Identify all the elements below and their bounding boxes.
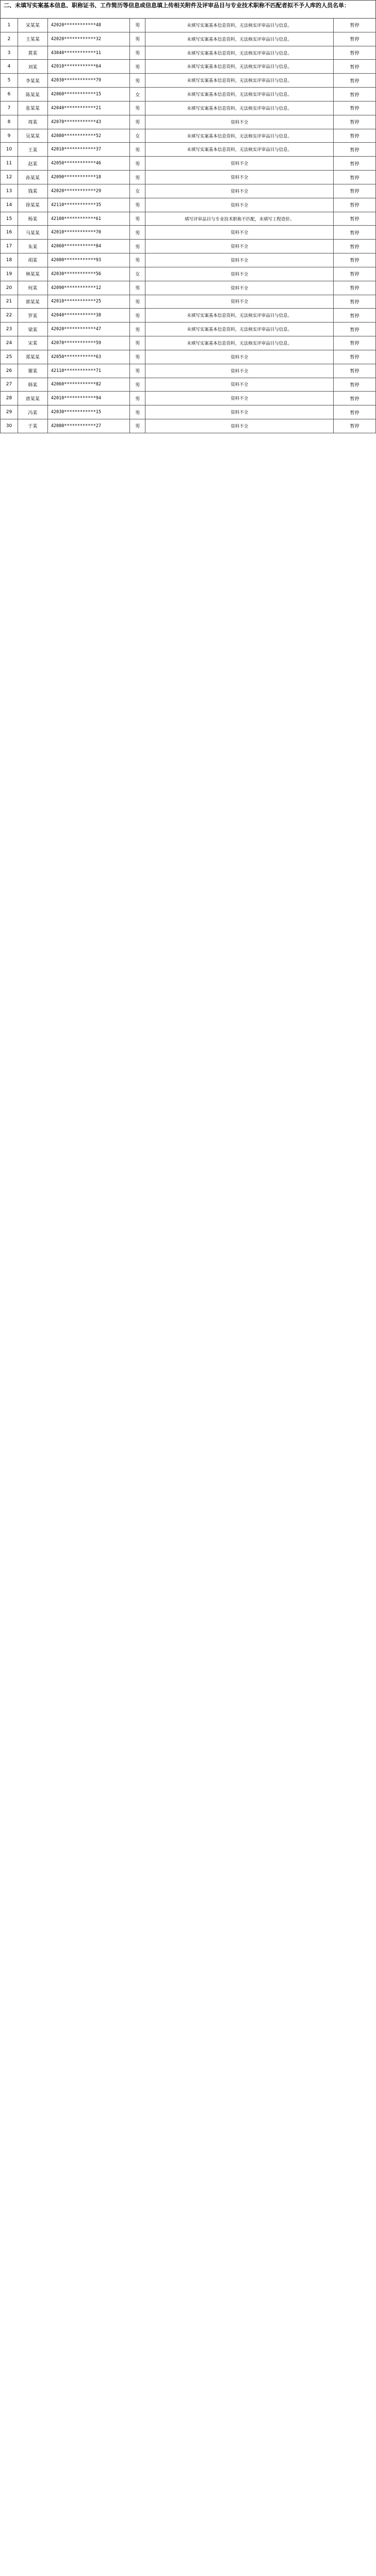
name-cell: 孙某某 [18,171,48,184]
table-row [0,240,376,253]
id-number-cell: 42050************46 [48,157,130,170]
id-number-cell: 42040************38 [48,309,130,322]
status-cell: 暂停 [350,313,359,319]
id-number-cell: 42010************64 [48,60,130,73]
gender-cell: 男 [130,309,145,322]
row-index-cell: 18 [1,253,18,267]
reason-cell: 未填写实案基本信息资料，无法核实评审品目与信息。 [145,88,334,101]
id-number-cell: 42030************15 [48,405,130,419]
status-cell: 暂停 [350,410,359,416]
status-cell: 暂停 [350,161,359,167]
reason-cell: 资料不全 [145,364,334,378]
row-index-cell: 6 [1,88,18,101]
name-cell: 唐某某 [18,392,48,405]
name-cell: 王某某 [18,32,48,46]
id-number-cell: 42110************35 [48,198,130,212]
name-cell: 刘某 [18,60,48,73]
id-number-cell: 42100************61 [48,212,130,226]
gender-cell: 男 [130,350,145,364]
id-number-cell: 42080************52 [48,129,130,143]
row-index-cell: 23 [1,323,18,336]
status-cell: 暂停 [350,106,359,112]
reason-cell: 资料不全 [145,267,334,281]
table-row [0,157,376,171]
name-cell: 林某某 [18,267,48,281]
reason-cell: 未填写实案基本信息资料，无法核实评审品目与信息。 [145,60,334,73]
row-index-cell: 2 [1,32,18,46]
id-number-cell: 42020************48 [48,19,130,32]
reason-cell: 资料不全 [145,350,334,364]
table-row [0,253,376,267]
table-row [0,405,376,419]
id-number-cell: 42020************47 [48,323,130,336]
gender-cell: 男 [130,171,145,184]
table-row [0,115,376,129]
row-index-cell: 15 [1,212,18,226]
status-cell: 暂停 [350,258,359,264]
reason-cell: 未填写实案基本信息资料，无法核实评审品目与信息。 [145,101,334,115]
name-cell: 韩某 [18,378,48,392]
gender-cell: 男 [130,226,145,239]
row-index-cell: 24 [1,336,18,350]
reason-cell: 资料不全 [145,115,334,129]
gender-cell: 男 [130,19,145,32]
status-cell: 暂停 [350,64,359,70]
reason-cell: 资料不全 [145,157,334,170]
reason-cell: 未填写实案基本信息资料，无法核实评审品目与信息。 [145,46,334,60]
reason-cell: 资料不全 [145,405,334,419]
name-cell: 郑某某 [18,350,48,364]
row-index-cell: 17 [1,240,18,253]
gender-cell: 男 [130,240,145,253]
reason-cell: 资料不全 [145,184,334,198]
name-cell: 冯某 [18,405,48,419]
gender-cell: 男 [130,336,145,350]
reason-cell: 资料不全 [145,392,334,405]
id-number-cell: 42030************79 [48,74,130,87]
name-cell: 李某某 [18,74,48,87]
reason-cell: 资料不全 [145,198,334,212]
row-index-cell: 10 [1,143,18,156]
status-cell: 暂停 [350,230,359,236]
reason-cell: 未填写实案基本信息资料，无法核实评审品目与信息。 [145,143,334,156]
table-row [0,19,376,32]
status-cell: 暂停 [350,327,359,333]
status-cell: 暂停 [350,286,359,292]
row-index-cell: 7 [1,101,18,115]
status-cell: 暂停 [350,424,359,430]
name-cell: 马某某 [18,226,48,239]
reason-cell: 未填写实案基本信息资料，无法核实评审品目与信息。 [145,32,334,46]
reason-cell: 资料不全 [145,226,334,239]
gender-cell: 男 [130,32,145,46]
name-cell: 宋某某 [18,19,48,32]
reason-cell: 资料不全 [145,378,334,392]
row-index-cell: 4 [1,60,18,73]
reason-cell: 资料不全 [145,419,334,433]
row-index-cell: 16 [1,226,18,239]
gender-cell: 男 [130,115,145,129]
id-number-cell: 43040************11 [48,46,130,60]
row-index-cell: 19 [1,267,18,281]
id-number-cell: 42020************29 [48,184,130,198]
table-row [0,295,376,309]
gender-cell: 女 [130,129,145,143]
reason-cell: 资料不全 [145,281,334,295]
name-cell: 梁某 [18,323,48,336]
gender-cell: 男 [130,253,145,267]
table-row [0,198,376,212]
personnel-table [0,19,376,433]
table-row [0,309,376,323]
status-cell: 暂停 [350,120,359,126]
table-row [0,46,376,60]
name-cell: 何某 [18,281,48,295]
name-cell: 钱某 [18,184,48,198]
id-number-cell: 42080************27 [48,419,130,433]
reason-cell: 资料不全 [145,295,334,309]
reason-cell: 未填写实案基本信息资料，无法核实评审品目与信息。 [145,19,334,32]
reason-cell: 未填写实案基本信息资料，无法核实评审品目与信息。 [145,323,334,336]
id-number-cell: 42070************59 [48,336,130,350]
name-cell: 于某 [18,419,48,433]
gender-cell: 男 [130,419,145,433]
row-index-cell: 30 [1,419,18,433]
table-row [0,267,376,281]
reason-cell: 资料不全 [145,253,334,267]
gender-cell: 男 [130,74,145,87]
id-number-cell: 42050************63 [48,350,130,364]
table-row [0,143,376,157]
status-cell: 暂停 [350,217,359,222]
gender-cell: 女 [130,88,145,101]
gender-cell: 男 [130,405,145,419]
table-row [0,323,376,336]
name-cell: 黄某 [18,46,48,60]
table-row [0,101,376,115]
reason-cell: 资料不全 [145,240,334,253]
gender-cell: 男 [130,101,145,115]
id-number-cell: 42110************71 [48,364,130,378]
row-index-cell: 27 [1,378,18,392]
gender-cell: 男 [130,364,145,378]
id-number-cell: 42060************15 [48,88,130,101]
status-cell: 暂停 [350,272,359,278]
name-cell: 胡某 [18,253,48,267]
gender-cell: 男 [130,46,145,60]
status-cell: 暂停 [350,23,359,29]
id-number-cell: 42010************94 [48,392,130,405]
status-cell: 暂停 [350,382,359,388]
table-row [0,336,376,350]
row-index-cell: 11 [1,157,18,170]
table-row [0,378,376,392]
gender-cell: 男 [130,378,145,392]
table-row [0,74,376,88]
row-index-cell: 20 [1,281,18,295]
reason-cell: 未填写实案基本信息资料，无法核实评审品目与信息。 [145,129,334,143]
status-cell: 暂停 [350,341,359,347]
gender-cell: 女 [130,184,145,198]
row-index-cell: 5 [1,74,18,87]
name-cell: 王某 [18,143,48,156]
table-row [0,212,376,226]
row-index-cell: 25 [1,350,18,364]
id-number-cell: 42010************25 [48,295,130,309]
name-cell: 张某某 [18,101,48,115]
row-index-cell: 21 [1,295,18,309]
reason-cell: 填写评审品目与专业技术职称不匹配，未填写工程造价。 [145,212,334,226]
table-row [0,129,376,143]
table-row [0,88,376,101]
status-cell: 暂停 [350,299,359,305]
reason-cell: 未填写实案基本信息资料，无法核实评审品目与信息。 [145,336,334,350]
id-number-cell: 42070************43 [48,115,130,129]
status-cell: 暂停 [350,355,359,361]
row-index-cell: 14 [1,198,18,212]
table-row [0,60,376,74]
id-number-cell: 42060************84 [48,240,130,253]
gender-cell: 男 [130,323,145,336]
gender-cell: 男 [130,212,145,226]
reason-cell: 未填写实案基本信息资料，无法核实评审品目与信息。 [145,74,334,87]
id-number-cell: 42020************32 [48,32,130,46]
table-row [0,364,376,378]
table-row [0,350,376,364]
table-row [0,184,376,198]
row-index-cell: 29 [1,405,18,419]
reason-cell: 未填写实案基本信息资料，无法核实评审品目与信息。 [145,309,334,322]
status-cell: 暂停 [350,189,359,195]
gender-cell: 男 [130,281,145,295]
id-number-cell: 42030************56 [48,267,130,281]
status-cell: 暂停 [350,37,359,43]
id-number-cell: 42060************82 [48,378,130,392]
name-cell: 谢某 [18,364,48,378]
table-row [0,171,376,184]
row-index-cell: 1 [1,19,18,32]
row-index-cell: 8 [1,115,18,129]
name-cell: 郭某某 [18,295,48,309]
reason-cell: 资料不全 [145,171,334,184]
table-row [0,32,376,46]
status-cell: 暂停 [350,175,359,181]
id-number-cell: 42010************37 [48,143,130,156]
id-number-cell: 42010************70 [48,226,130,239]
row-index-cell: 13 [1,184,18,198]
name-cell: 朱某 [18,240,48,253]
gender-cell: 男 [130,295,145,309]
row-index-cell: 26 [1,364,18,378]
name-cell: 宋某 [18,336,48,350]
status-cell: 暂停 [350,78,359,84]
name-cell: 周某 [18,115,48,129]
table-row [0,226,376,240]
gender-cell: 男 [130,198,145,212]
name-cell: 杨某 [18,212,48,226]
id-number-cell: 42040************21 [48,101,130,115]
gender-cell: 女 [130,267,145,281]
gender-cell: 男 [130,392,145,405]
id-number-cell: 42080************93 [48,253,130,267]
status-cell: 暂停 [350,396,359,402]
document [0,0,376,433]
gender-cell: 男 [130,143,145,156]
row-index-cell: 3 [1,46,18,60]
row-index-cell: 28 [1,392,18,405]
row-index-cell: 22 [1,309,18,322]
table-row [0,281,376,295]
status-cell: 暂停 [350,92,359,98]
status-cell: 暂停 [350,244,359,250]
id-number-cell: 42090************12 [48,281,130,295]
id-number-cell: 42090************18 [48,171,130,184]
row-index-cell: 12 [1,171,18,184]
gender-cell: 男 [130,60,145,73]
name-cell: 罗某 [18,309,48,322]
name-cell: 吴某某 [18,129,48,143]
table-row [0,392,376,405]
status-cell: 暂停 [350,147,359,153]
row-index-cell: 9 [1,129,18,143]
status-cell: 暂停 [350,134,359,140]
section-heading: 二、未填写实案基本信息、职称证书、工作简历等信息或信息填上传相关附件及评审品目与专业技术职称不匹配者拟不予人库的人员名单： [0,0,376,19]
table-row [0,419,376,433]
name-cell: 赵某 [18,157,48,170]
status-cell: 暂停 [350,369,359,375]
name-cell: 陈某某 [18,88,48,101]
name-cell: 徐某某 [18,198,48,212]
gender-cell: 男 [130,157,145,170]
status-cell: 暂停 [350,203,359,209]
status-cell: 暂停 [350,51,359,57]
